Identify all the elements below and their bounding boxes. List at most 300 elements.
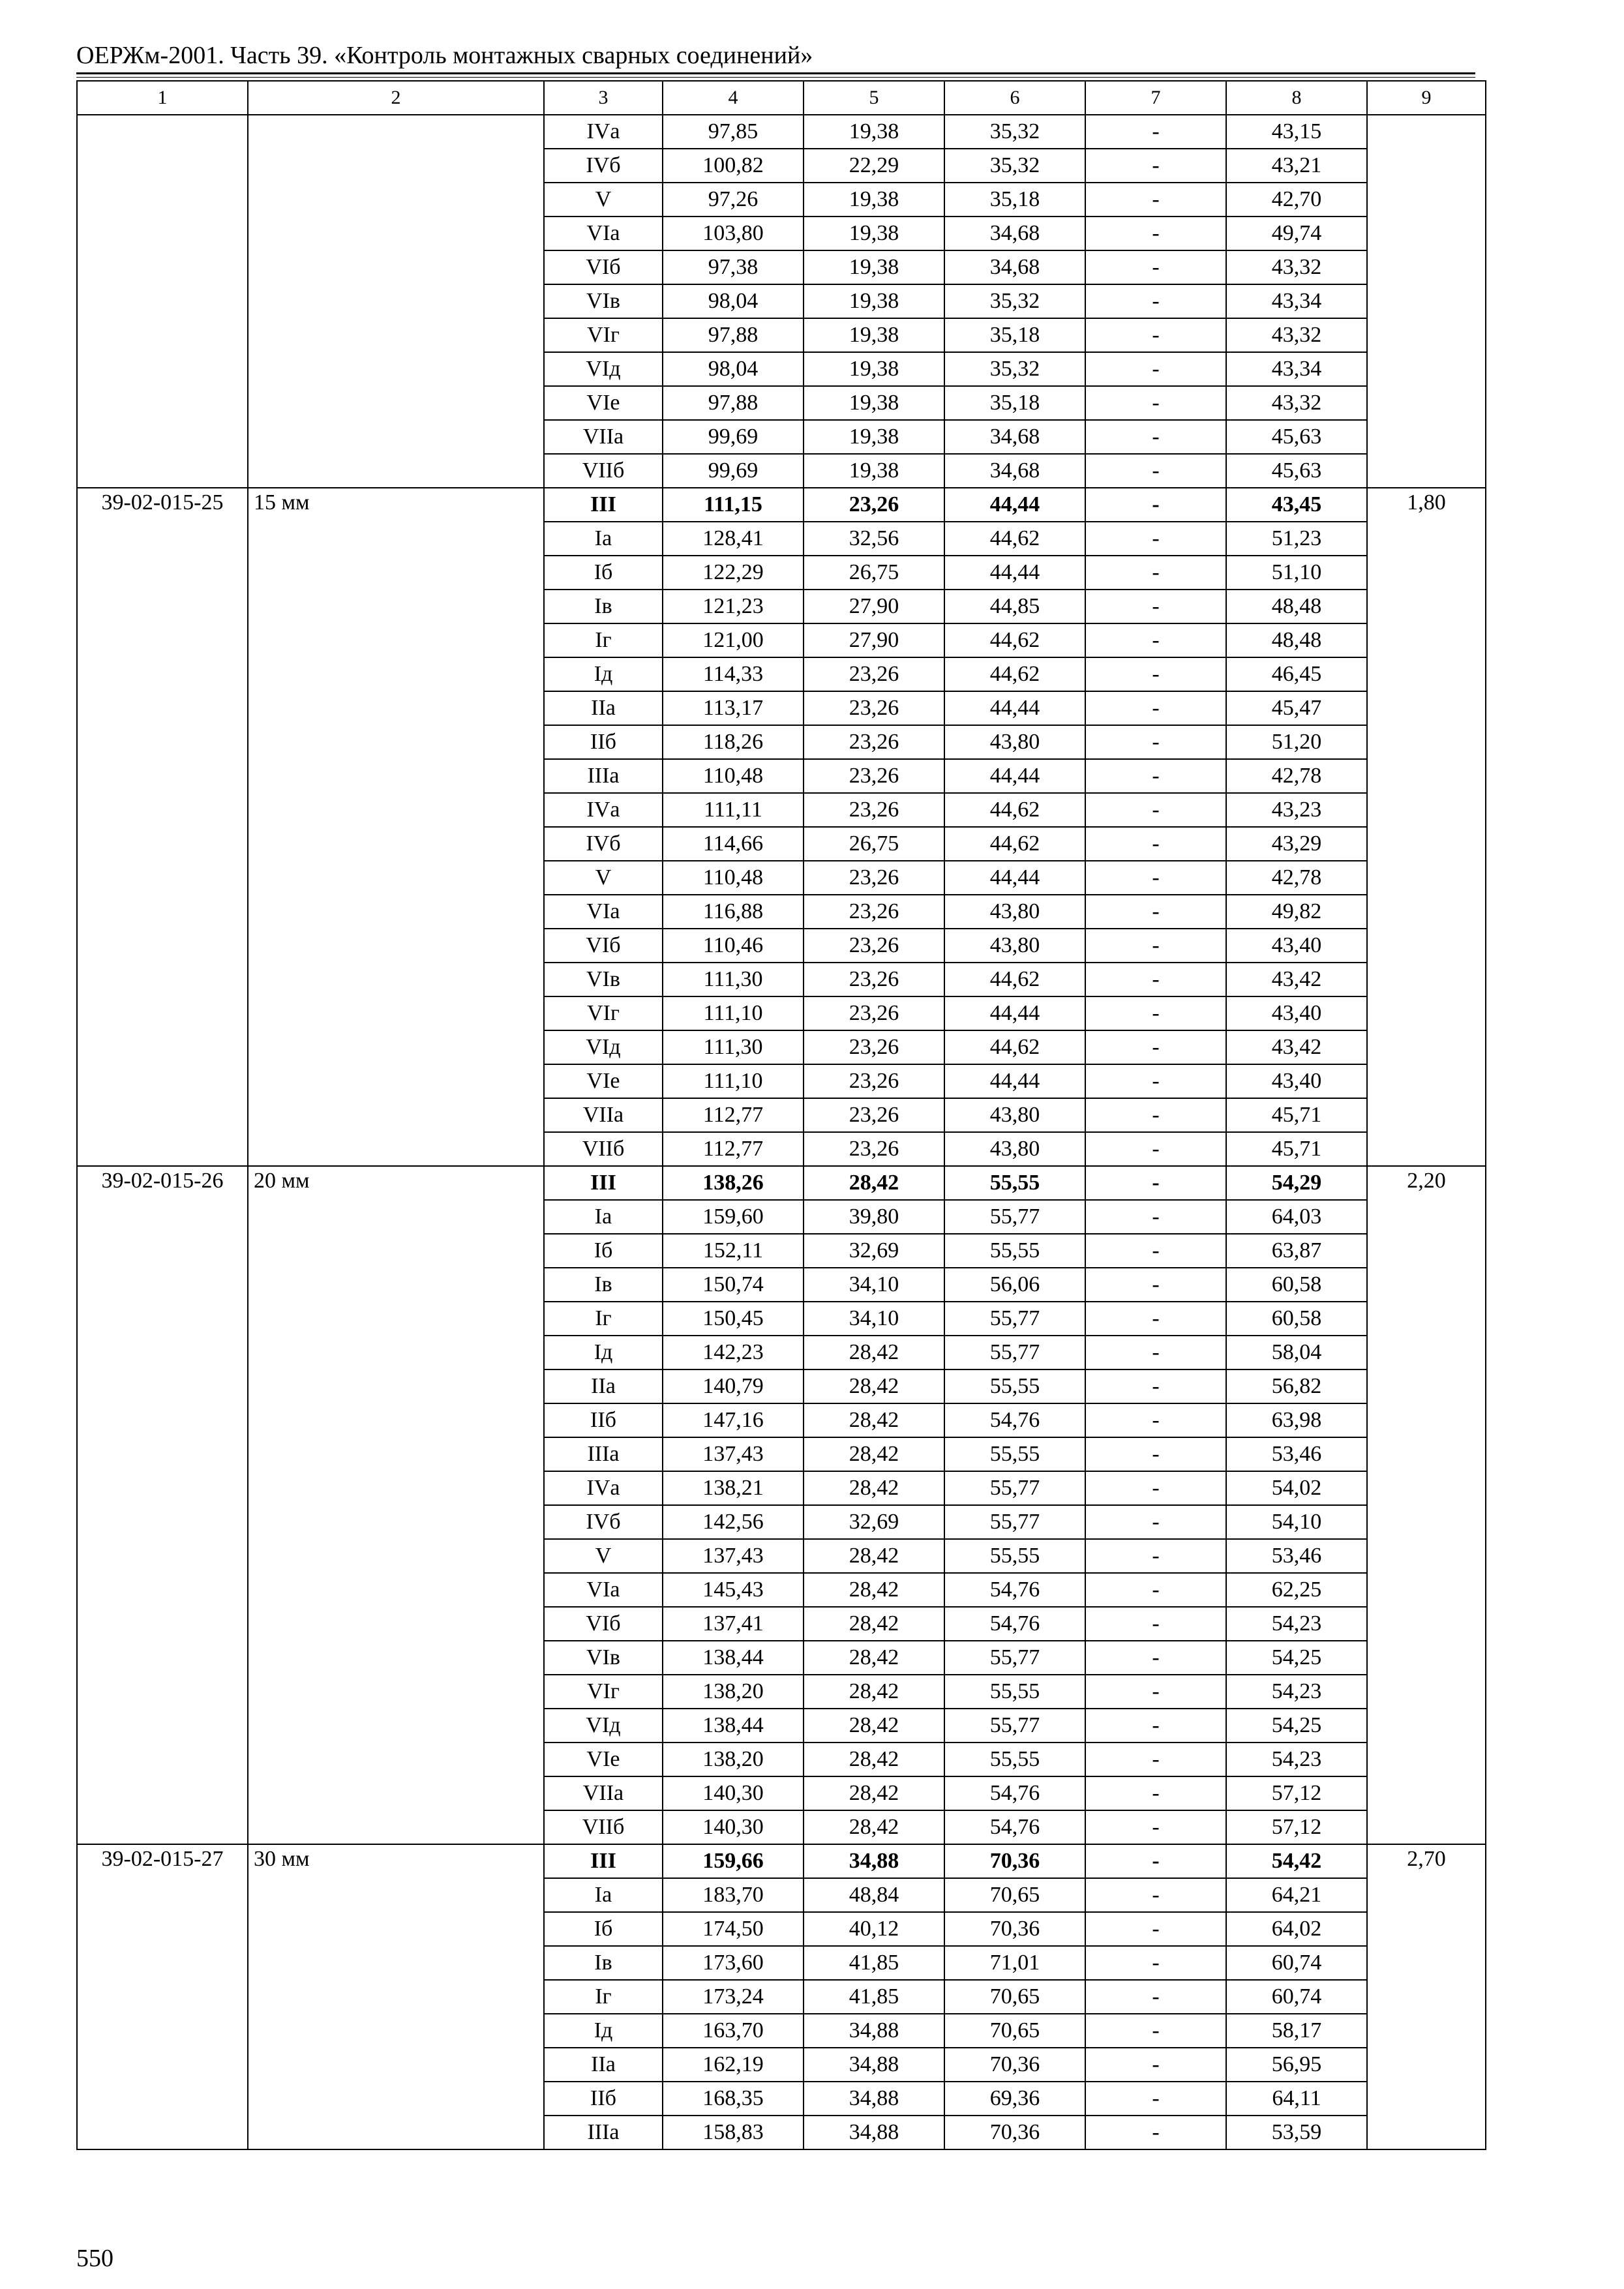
category-cell: V <box>544 861 663 895</box>
category-cell: Iд <box>544 2014 663 2048</box>
materials-cell: 64,02 <box>1226 1912 1367 1946</box>
materials-cell: 57,12 <box>1226 1810 1367 1844</box>
column-number: 6 <box>944 81 1085 115</box>
total-cell: 168,35 <box>663 2082 804 2116</box>
materials-cell: 45,71 <box>1226 1098 1367 1132</box>
machinist-wages-cell: - <box>1085 522 1226 556</box>
materials-cell: 58,17 <box>1226 2014 1367 2048</box>
wages-cell: 28,42 <box>804 1437 944 1471</box>
wages-cell: 41,85 <box>804 1946 944 1980</box>
total-cell: 113,17 <box>663 691 804 725</box>
machines-cell: 55,55 <box>944 1539 1085 1573</box>
total-cell: 137,43 <box>663 1539 804 1573</box>
materials-cell: 49,74 <box>1226 217 1367 250</box>
materials-cell: 43,40 <box>1226 996 1367 1030</box>
machines-cell: 34,68 <box>944 250 1085 284</box>
total-cell: 112,77 <box>663 1132 804 1166</box>
materials-cell: 54,23 <box>1226 1743 1367 1776</box>
materials-cell: 51,10 <box>1226 556 1367 590</box>
category-cell: VIIа <box>544 1776 663 1810</box>
materials-cell: 43,42 <box>1226 1030 1367 1064</box>
materials-cell: 43,29 <box>1226 827 1367 861</box>
total-cell: 174,50 <box>663 1912 804 1946</box>
machinist-wages-cell: - <box>1085 1200 1226 1234</box>
machinist-wages-cell: - <box>1085 1302 1226 1336</box>
machines-cell: 55,55 <box>944 1234 1085 1268</box>
wages-cell: 34,10 <box>804 1268 944 1302</box>
materials-cell: 60,74 <box>1226 1980 1367 2014</box>
wages-cell: 27,90 <box>804 590 944 623</box>
total-cell: 100,82 <box>663 149 804 183</box>
wages-cell: 19,38 <box>804 183 944 217</box>
category-cell: VIд <box>544 1709 663 1743</box>
machinist-wages-cell: - <box>1085 657 1226 691</box>
total-cell: 97,88 <box>663 386 804 420</box>
category-cell: Iа <box>544 1200 663 1234</box>
machinist-wages-cell: - <box>1085 454 1226 488</box>
machinist-wages-cell: - <box>1085 590 1226 623</box>
wages-cell: 23,26 <box>804 963 944 996</box>
rate-code: 39-02-015-25 <box>77 488 248 1166</box>
machines-cell: 56,06 <box>944 1268 1085 1302</box>
wages-cell: 28,42 <box>804 1743 944 1776</box>
total-cell: 112,77 <box>663 1098 804 1132</box>
machinist-wages-cell: - <box>1085 217 1226 250</box>
category-cell: V <box>544 1539 663 1573</box>
column-number: 5 <box>804 81 944 115</box>
total-cell: 111,10 <box>663 1064 804 1098</box>
category-cell: IIб <box>544 1403 663 1437</box>
category-cell: IIIа <box>544 1437 663 1471</box>
total-cell: 118,26 <box>663 725 804 759</box>
wages-cell: 19,38 <box>804 115 944 149</box>
wages-cell: 34,10 <box>804 1302 944 1336</box>
machinist-wages-cell: - <box>1085 420 1226 454</box>
materials-cell: 58,04 <box>1226 1336 1367 1369</box>
materials-cell: 46,45 <box>1226 657 1367 691</box>
total-cell: 145,43 <box>663 1573 804 1607</box>
category-cell: Iа <box>544 522 663 556</box>
page-header: ОЕРЖм-2001. Часть 39. «Контроль монтажных сварных соединений» <box>76 42 813 69</box>
materials-cell: 42,78 <box>1226 861 1367 895</box>
total-cell: 114,66 <box>663 827 804 861</box>
total-cell: 138,26 <box>663 1166 804 1200</box>
materials-cell: 53,46 <box>1226 1539 1367 1573</box>
total-cell: 137,41 <box>663 1607 804 1641</box>
materials-cell: 54,23 <box>1226 1607 1367 1641</box>
column-number-row <box>77 81 1486 115</box>
category-cell: VIб <box>544 1607 663 1641</box>
machines-cell: 35,32 <box>944 284 1085 318</box>
machines-cell: 44,62 <box>944 1030 1085 1064</box>
table-row <box>77 488 1486 522</box>
materials-cell: 54,02 <box>1226 1471 1367 1505</box>
machines-cell: 44,44 <box>944 759 1085 793</box>
machines-cell: 55,55 <box>944 1437 1085 1471</box>
materials-cell: 54,10 <box>1226 1505 1367 1539</box>
materials-cell: 54,25 <box>1226 1641 1367 1675</box>
machines-cell: 54,76 <box>944 1810 1085 1844</box>
wages-cell: 19,38 <box>804 250 944 284</box>
wages-cell: 23,26 <box>804 1064 944 1098</box>
machines-cell: 35,32 <box>944 352 1085 386</box>
machines-cell: 44,62 <box>944 827 1085 861</box>
total-cell: 111,10 <box>663 996 804 1030</box>
category-cell: VIIб <box>544 1132 663 1166</box>
machinist-wages-cell: - <box>1085 759 1226 793</box>
machinist-wages-cell: - <box>1085 1844 1226 1878</box>
machines-cell: 43,80 <box>944 1098 1085 1132</box>
machines-cell: 70,36 <box>944 2116 1085 2149</box>
machinist-wages-cell: - <box>1085 1709 1226 1743</box>
column-number: 2 <box>248 81 544 115</box>
machines-cell: 55,55 <box>944 1743 1085 1776</box>
wages-cell: 41,85 <box>804 1980 944 2014</box>
column-number: 7 <box>1085 81 1226 115</box>
total-cell: 97,38 <box>663 250 804 284</box>
machines-cell: 55,55 <box>944 1675 1085 1709</box>
machines-cell: 44,62 <box>944 522 1085 556</box>
machinist-wages-cell: - <box>1085 1810 1226 1844</box>
machines-cell: 43,80 <box>944 895 1085 929</box>
machinist-wages-cell: - <box>1085 318 1226 352</box>
total-cell: 150,45 <box>663 1302 804 1336</box>
machinist-wages-cell: - <box>1085 386 1226 420</box>
machines-cell: 54,76 <box>944 1776 1085 1810</box>
category-cell: V <box>544 183 663 217</box>
page-number: 550 <box>76 2245 113 2272</box>
machines-cell: 44,44 <box>944 1064 1085 1098</box>
category-cell: VIб <box>544 929 663 963</box>
total-cell: 97,88 <box>663 318 804 352</box>
wages-cell: 28,42 <box>804 1336 944 1369</box>
machines-cell: 44,62 <box>944 623 1085 657</box>
machines-cell: 55,77 <box>944 1505 1085 1539</box>
machines-cell: 44,62 <box>944 793 1085 827</box>
category-cell: III <box>544 1844 663 1878</box>
machines-cell: 34,68 <box>944 420 1085 454</box>
machinist-wages-cell: - <box>1085 1743 1226 1776</box>
total-cell: 138,44 <box>663 1641 804 1675</box>
category-cell: Iб <box>544 1234 663 1268</box>
total-cell: 138,20 <box>663 1675 804 1709</box>
wages-cell: 28,42 <box>804 1166 944 1200</box>
machinist-wages-cell: - <box>1085 115 1226 149</box>
machines-cell: 54,76 <box>944 1607 1085 1641</box>
total-cell: 173,60 <box>663 1946 804 1980</box>
table-body <box>77 81 1486 2149</box>
category-cell: VIе <box>544 386 663 420</box>
wages-cell: 28,42 <box>804 1403 944 1437</box>
materials-cell: 53,46 <box>1226 1437 1367 1471</box>
category-cell: VIд <box>544 352 663 386</box>
machinist-wages-cell: - <box>1085 1607 1226 1641</box>
rate-code: 39-02-015-26 <box>77 1166 248 1844</box>
wages-cell: 28,42 <box>804 1776 944 1810</box>
materials-cell: 43,15 <box>1226 115 1367 149</box>
machinist-wages-cell: - <box>1085 2116 1226 2149</box>
machines-cell: 35,18 <box>944 183 1085 217</box>
materials-cell: 43,32 <box>1226 386 1367 420</box>
wages-cell: 32,69 <box>804 1505 944 1539</box>
category-cell: IIа <box>544 2048 663 2082</box>
total-cell: 99,69 <box>663 454 804 488</box>
total-cell: 121,00 <box>663 623 804 657</box>
total-cell: 114,33 <box>663 657 804 691</box>
machines-cell: 43,80 <box>944 1132 1085 1166</box>
rates-table-container <box>76 80 1486 2150</box>
total-cell: 152,11 <box>663 1234 804 1268</box>
wages-cell: 23,26 <box>804 929 944 963</box>
machinist-wages-cell: - <box>1085 1878 1226 1912</box>
coefficient-cell: 1,80 <box>1367 488 1486 1166</box>
wages-cell: 28,42 <box>804 1607 944 1641</box>
materials-cell: 43,34 <box>1226 352 1367 386</box>
category-cell: VIIа <box>544 420 663 454</box>
total-cell: 103,80 <box>663 217 804 250</box>
total-cell: 159,60 <box>663 1200 804 1234</box>
wages-cell: 19,38 <box>804 318 944 352</box>
wages-cell: 23,26 <box>804 861 944 895</box>
materials-cell: 43,42 <box>1226 963 1367 996</box>
machinist-wages-cell: - <box>1085 149 1226 183</box>
category-cell: VIд <box>544 1030 663 1064</box>
rates-table <box>76 80 1486 2150</box>
wages-cell: 23,26 <box>804 1132 944 1166</box>
category-cell: VIIб <box>544 1810 663 1844</box>
machines-cell: 70,36 <box>944 1912 1085 1946</box>
category-cell: IIа <box>544 691 663 725</box>
category-cell: IIIа <box>544 2116 663 2149</box>
materials-cell: 45,63 <box>1226 420 1367 454</box>
machines-cell: 44,44 <box>944 556 1085 590</box>
wages-cell: 28,42 <box>804 1539 944 1573</box>
wages-cell: 23,26 <box>804 759 944 793</box>
category-cell: Iг <box>544 1302 663 1336</box>
total-cell: 137,43 <box>663 1437 804 1471</box>
machines-cell: 70,65 <box>944 1878 1085 1912</box>
machines-cell: 55,55 <box>944 1166 1085 1200</box>
machines-cell: 71,01 <box>944 1946 1085 1980</box>
total-cell: 183,70 <box>663 1878 804 1912</box>
category-cell: Iб <box>544 1912 663 1946</box>
wages-cell: 23,26 <box>804 1030 944 1064</box>
machinist-wages-cell: - <box>1085 352 1226 386</box>
table-row <box>77 1166 1486 1200</box>
wages-cell: 34,88 <box>804 2048 944 2082</box>
column-number: 4 <box>663 81 804 115</box>
wages-cell: 40,12 <box>804 1912 944 1946</box>
materials-cell: 63,98 <box>1226 1403 1367 1437</box>
materials-cell: 42,78 <box>1226 759 1367 793</box>
thickness-param: 30 мм <box>248 1844 544 2149</box>
machines-cell: 44,44 <box>944 996 1085 1030</box>
materials-cell: 43,45 <box>1226 488 1367 522</box>
total-cell: 159,66 <box>663 1844 804 1878</box>
column-number: 3 <box>544 81 663 115</box>
wages-cell: 19,38 <box>804 454 944 488</box>
header-rule <box>76 72 1475 74</box>
wages-cell: 23,26 <box>804 488 944 522</box>
machinist-wages-cell: - <box>1085 1234 1226 1268</box>
category-cell: VIб <box>544 250 663 284</box>
wages-cell: 28,42 <box>804 1369 944 1403</box>
materials-cell: 60,58 <box>1226 1268 1367 1302</box>
machines-cell: 70,36 <box>944 1844 1085 1878</box>
machinist-wages-cell: - <box>1085 1776 1226 1810</box>
wages-cell: 19,38 <box>804 284 944 318</box>
materials-cell: 43,40 <box>1226 929 1367 963</box>
category-cell: III <box>544 1166 663 1200</box>
total-cell: 111,30 <box>663 963 804 996</box>
table-row <box>77 1844 1486 1878</box>
machinist-wages-cell: - <box>1085 1098 1226 1132</box>
machinist-wages-cell: - <box>1085 827 1226 861</box>
category-cell: Iг <box>544 1980 663 2014</box>
total-cell: 110,48 <box>663 861 804 895</box>
wages-cell: 48,84 <box>804 1878 944 1912</box>
wages-cell: 28,42 <box>804 1709 944 1743</box>
wages-cell: 19,38 <box>804 352 944 386</box>
machines-cell: 43,80 <box>944 929 1085 963</box>
machinist-wages-cell: - <box>1085 2048 1226 2082</box>
wages-cell: 32,69 <box>804 1234 944 1268</box>
machines-cell: 43,80 <box>944 725 1085 759</box>
machinist-wages-cell: - <box>1085 895 1226 929</box>
materials-cell: 43,34 <box>1226 284 1367 318</box>
materials-cell: 45,47 <box>1226 691 1367 725</box>
materials-cell: 54,29 <box>1226 1166 1367 1200</box>
total-cell: 140,30 <box>663 1810 804 1844</box>
wages-cell: 39,80 <box>804 1200 944 1234</box>
total-cell: 140,79 <box>663 1369 804 1403</box>
total-cell: 97,26 <box>663 183 804 217</box>
materials-cell: 43,32 <box>1226 250 1367 284</box>
machinist-wages-cell: - <box>1085 996 1226 1030</box>
machines-cell: 44,44 <box>944 488 1085 522</box>
machines-cell: 44,62 <box>944 963 1085 996</box>
wages-cell: 22,29 <box>804 149 944 183</box>
category-cell: IIIа <box>544 759 663 793</box>
machinist-wages-cell: - <box>1085 1064 1226 1098</box>
materials-cell: 60,58 <box>1226 1302 1367 1336</box>
materials-cell: 54,42 <box>1226 1844 1367 1878</box>
category-cell: VIа <box>544 1573 663 1607</box>
machines-cell: 54,76 <box>944 1403 1085 1437</box>
category-cell: VIа <box>544 895 663 929</box>
machines-cell: 44,44 <box>944 691 1085 725</box>
machinist-wages-cell: - <box>1085 1403 1226 1437</box>
machinist-wages-cell: - <box>1085 1675 1226 1709</box>
column-number: 1 <box>77 81 248 115</box>
column-number: 8 <box>1226 81 1367 115</box>
total-cell: 98,04 <box>663 352 804 386</box>
machines-cell: 69,36 <box>944 2082 1085 2116</box>
materials-cell: 43,23 <box>1226 793 1367 827</box>
category-cell: Iд <box>544 657 663 691</box>
thickness-param: 20 мм <box>248 1166 544 1844</box>
wages-cell: 23,26 <box>804 895 944 929</box>
wages-cell: 27,90 <box>804 623 944 657</box>
coefficient-cell <box>1367 115 1486 488</box>
materials-cell: 48,48 <box>1226 623 1367 657</box>
category-cell: VIв <box>544 1641 663 1675</box>
materials-cell: 63,87 <box>1226 1234 1367 1268</box>
materials-cell: 57,12 <box>1226 1776 1367 1810</box>
wages-cell: 19,38 <box>804 217 944 250</box>
total-cell: 97,85 <box>663 115 804 149</box>
machinist-wages-cell: - <box>1085 793 1226 827</box>
machinist-wages-cell: - <box>1085 1369 1226 1403</box>
machines-cell: 35,18 <box>944 386 1085 420</box>
machinist-wages-cell: - <box>1085 1030 1226 1064</box>
wages-cell: 23,26 <box>804 691 944 725</box>
materials-cell: 45,63 <box>1226 454 1367 488</box>
machinist-wages-cell: - <box>1085 1912 1226 1946</box>
total-cell: 158,83 <box>663 2116 804 2149</box>
materials-cell: 51,20 <box>1226 725 1367 759</box>
materials-cell: 54,23 <box>1226 1675 1367 1709</box>
coefficient-cell: 2,70 <box>1367 1844 1486 2149</box>
category-cell: VIе <box>544 1743 663 1776</box>
rate-code: 39-02-015-27 <box>77 1844 248 2149</box>
total-cell: 138,21 <box>663 1471 804 1505</box>
machinist-wages-cell: - <box>1085 1471 1226 1505</box>
materials-cell: 53,59 <box>1226 2116 1367 2149</box>
materials-cell: 56,95 <box>1226 2048 1367 2082</box>
category-cell: IVб <box>544 149 663 183</box>
machines-cell: 55,77 <box>944 1200 1085 1234</box>
wages-cell: 26,75 <box>804 827 944 861</box>
machines-cell: 70,65 <box>944 1980 1085 2014</box>
header-rule-thin <box>76 77 1475 78</box>
materials-cell: 45,71 <box>1226 1132 1367 1166</box>
category-cell: III <box>544 488 663 522</box>
category-cell: IVб <box>544 1505 663 1539</box>
machines-cell: 35,18 <box>944 318 1085 352</box>
category-cell: IIа <box>544 1369 663 1403</box>
category-cell: VIв <box>544 963 663 996</box>
wages-cell: 23,26 <box>804 996 944 1030</box>
machines-cell: 44,62 <box>944 657 1085 691</box>
materials-cell: 64,21 <box>1226 1878 1367 1912</box>
total-cell: 162,19 <box>663 2048 804 2082</box>
machinist-wages-cell: - <box>1085 1336 1226 1369</box>
category-cell: Iд <box>544 1336 663 1369</box>
wages-cell: 32,56 <box>804 522 944 556</box>
category-cell: VIIа <box>544 1098 663 1132</box>
total-cell: 111,11 <box>663 793 804 827</box>
wages-cell: 34,88 <box>804 2082 944 2116</box>
machinist-wages-cell: - <box>1085 2014 1226 2048</box>
category-cell: IVа <box>544 115 663 149</box>
total-cell: 122,29 <box>663 556 804 590</box>
machinist-wages-cell: - <box>1085 1539 1226 1573</box>
machinist-wages-cell: - <box>1085 2082 1226 2116</box>
machinist-wages-cell: - <box>1085 725 1226 759</box>
category-cell: Iа <box>544 1878 663 1912</box>
machines-cell: 55,77 <box>944 1471 1085 1505</box>
machines-cell: 55,77 <box>944 1336 1085 1369</box>
machines-cell: 35,32 <box>944 115 1085 149</box>
total-cell: 128,41 <box>663 522 804 556</box>
machines-cell: 35,32 <box>944 149 1085 183</box>
wages-cell: 28,42 <box>804 1810 944 1844</box>
wages-cell: 23,26 <box>804 725 944 759</box>
total-cell: 110,46 <box>663 929 804 963</box>
category-cell: IVа <box>544 793 663 827</box>
category-cell: IVа <box>544 1471 663 1505</box>
